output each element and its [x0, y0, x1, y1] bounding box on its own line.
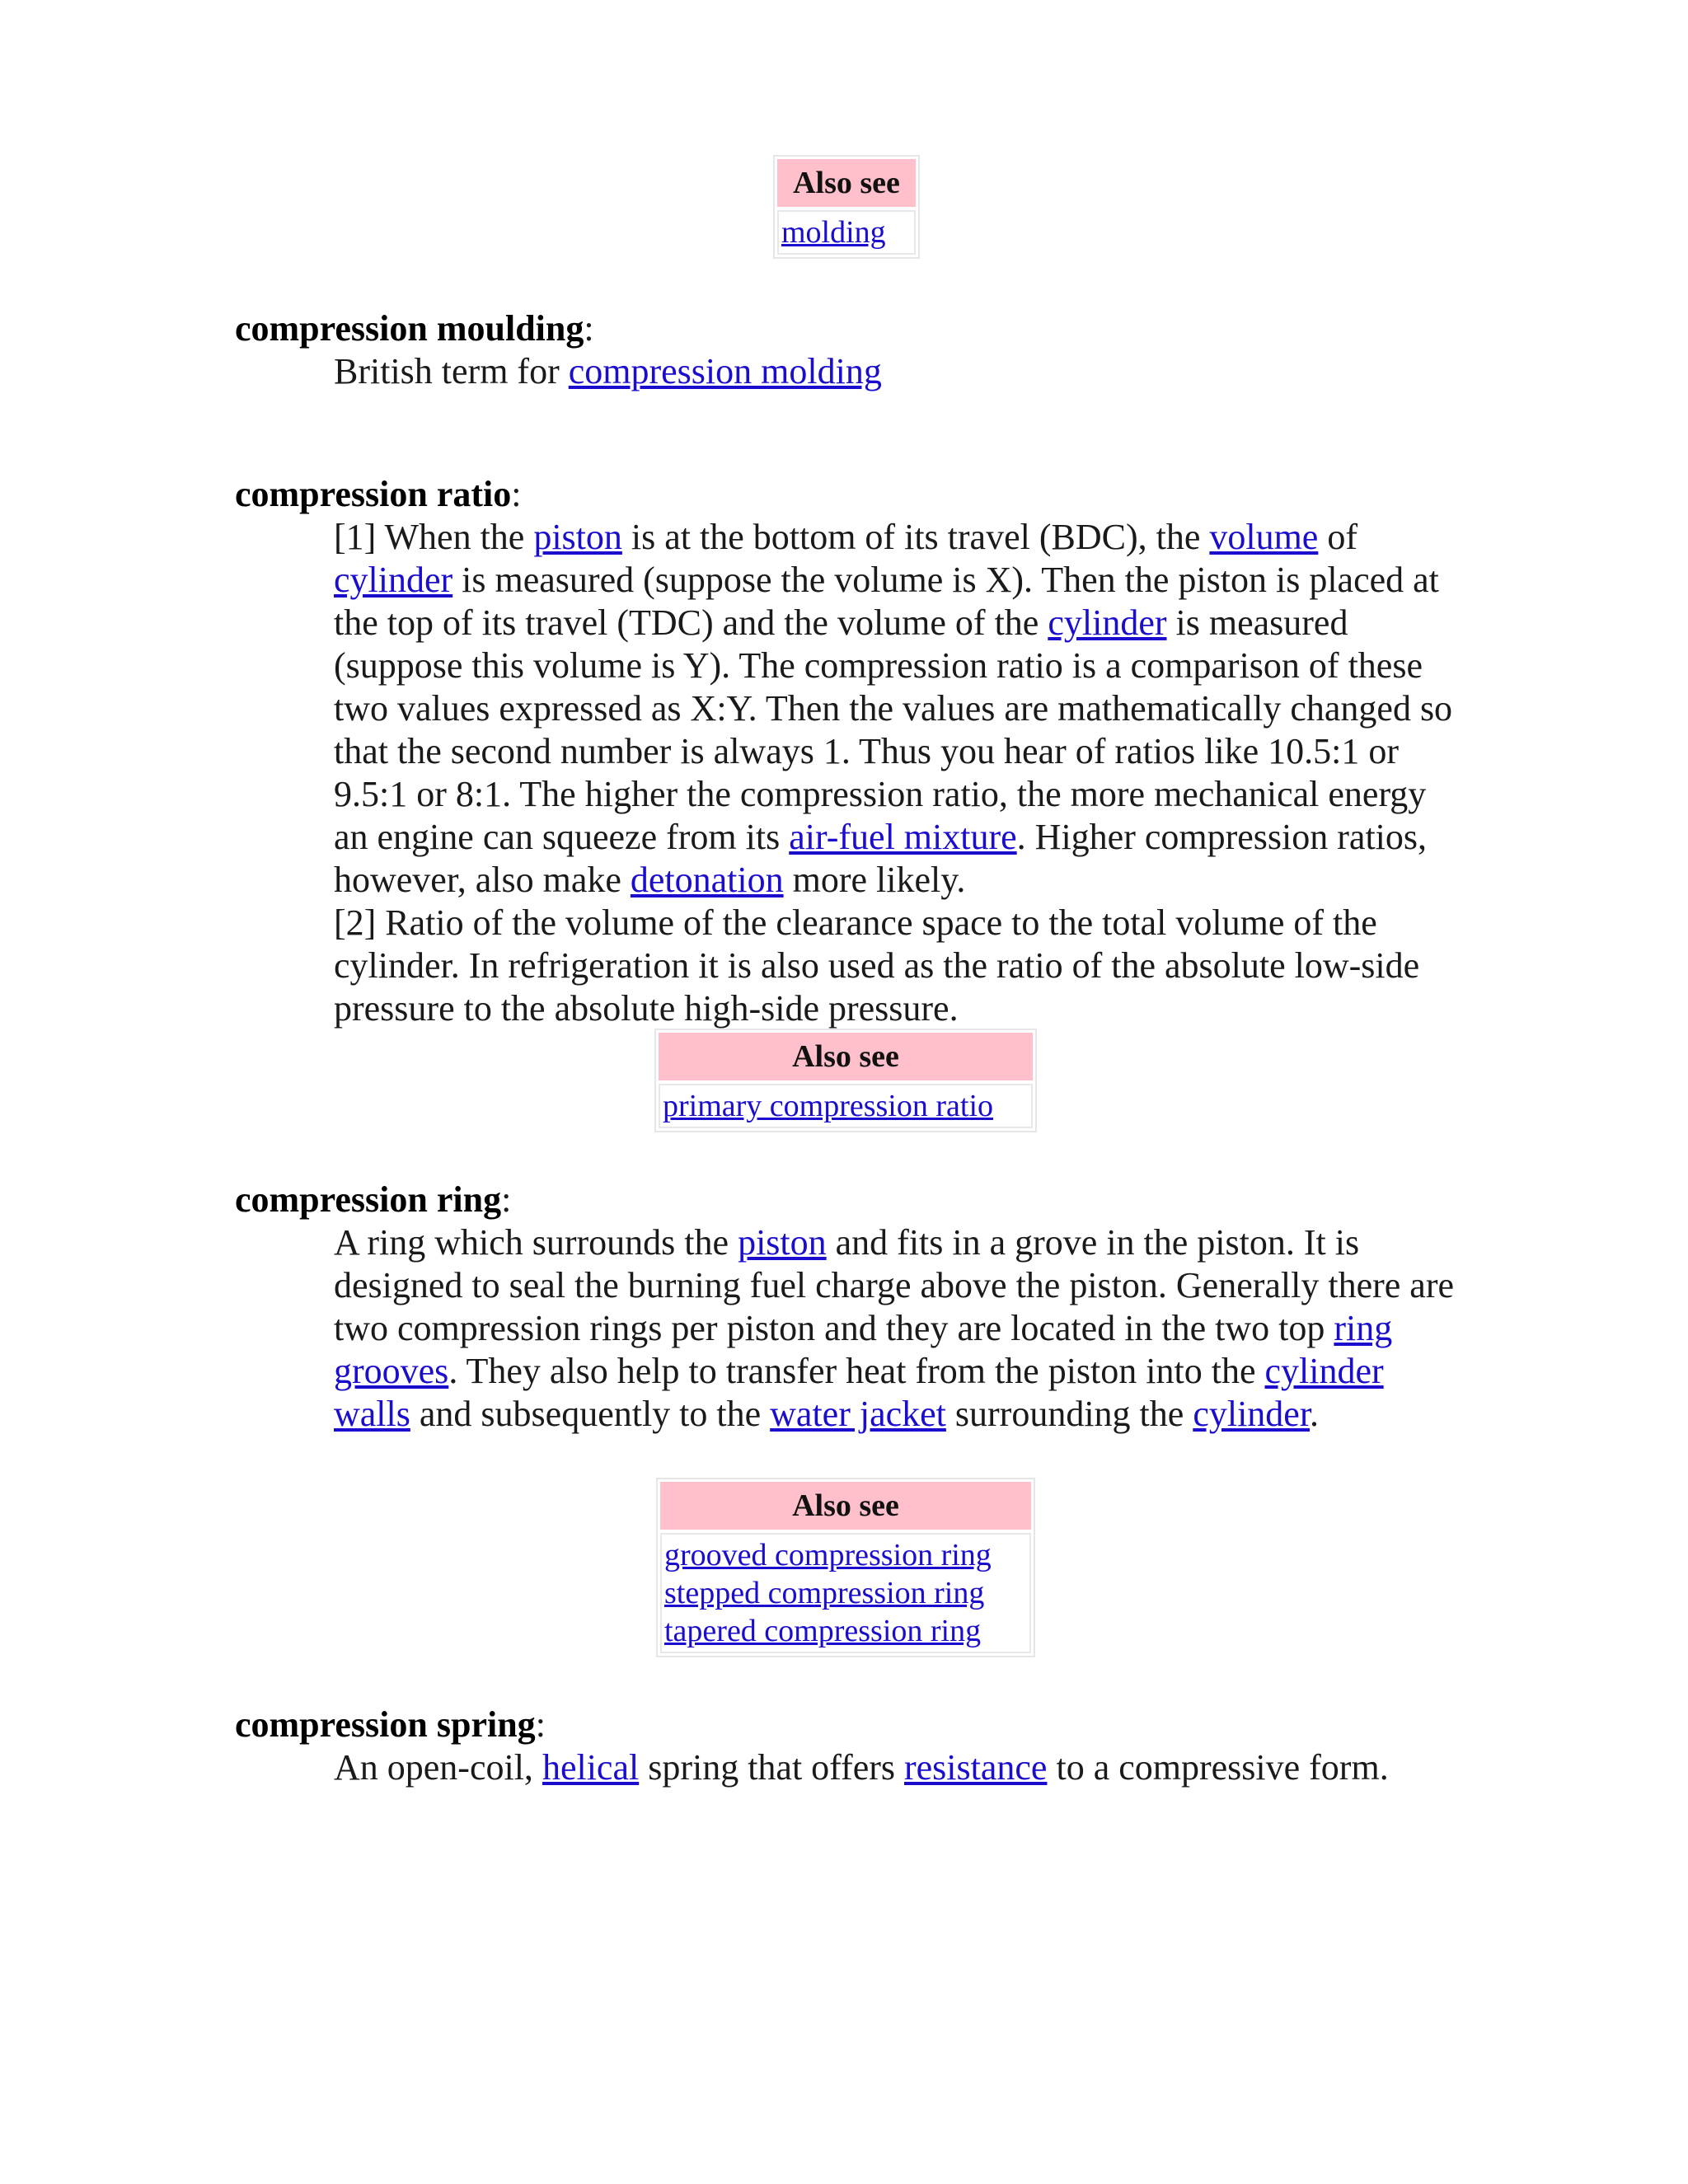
- see-link-grooved-compression-ring[interactable]: grooved compression ring: [664, 1538, 992, 1572]
- link-helical[interactable]: helical: [542, 1747, 640, 1788]
- link-resistance[interactable]: resistance: [904, 1747, 1048, 1788]
- def-text: A ring which surrounds the: [334, 1222, 738, 1263]
- link-cylinder[interactable]: cylinder: [1048, 602, 1167, 643]
- def-text: and subsequently to the: [410, 1394, 771, 1434]
- def-text: spring that offers: [639, 1747, 904, 1788]
- def-text: and fits in a grove in the piston. It is designed to seal the burning fuel charge above the piston. Generally there are two compression rings per piston and they are located in the two top: [334, 1222, 1455, 1348]
- def-text: more likely.: [783, 860, 966, 900]
- see-link-primary-compression-ratio[interactable]: primary compression ratio: [663, 1089, 994, 1123]
- term-heading: compression ring:: [235, 1179, 512, 1220]
- link-cylinder[interactable]: cylinder: [1193, 1394, 1311, 1434]
- term-title: compression ratio: [235, 474, 512, 514]
- see-link-tapered-compression-ring[interactable]: tapered compression ring: [664, 1614, 982, 1648]
- definition-2: [2] Ratio of the volume of the clearance space to the total volume of the cylinder. In refrigeration it is also used as the ratio of the absolute low-side pressure to the absolute high-side pressure.: [334, 902, 1420, 1029]
- entry-compression-spring: [235, 1704, 1455, 1789]
- def-text: . They also help to transfer heat from the piston into the: [448, 1351, 1265, 1391]
- also-see-list: [777, 210, 916, 255]
- also-see-box-molding: [773, 155, 920, 259]
- def-text: is measured (suppose this volume is Y). The compression ratio is a comparison of these two values expressed as X:Y. Then the values are mathematically changed so that the second number is always 1. Thus you hear of ratios like 10.5:1 or 9.5:1 or 8:1. The higher the compression ratio, the more mechanical energy an engine can squeeze from its: [334, 602, 1453, 857]
- def-text: British term for: [334, 351, 569, 391]
- entry-compression-ring: [235, 1179, 1455, 1436]
- link-detonation[interactable]: detonation: [630, 860, 784, 900]
- also-see-box-ring: [656, 1478, 1035, 1657]
- term-title: compression ring: [235, 1179, 502, 1220]
- def-text: to a compressive form.: [1047, 1747, 1389, 1788]
- def-text: is measured (suppose the volume is X). Then the piston is placed at the top of its travel (TDC) and the volume of the: [334, 560, 1439, 643]
- link-volume[interactable]: volume: [1209, 517, 1319, 557]
- def-text: is at the bottom of its travel (BDC), the: [621, 517, 1210, 557]
- def-text: [1] When the: [334, 517, 534, 557]
- link-ring-grooves[interactable]: ring grooves: [334, 1308, 1393, 1391]
- definition-1: [334, 516, 1455, 902]
- also-see-list: [660, 1533, 1031, 1653]
- also-see-heading: Also see: [777, 159, 916, 207]
- def-text: . Higher compression ratios, however, also make: [334, 817, 1428, 900]
- see-link-stepped-compression-ring[interactable]: stepped compression ring: [664, 1576, 985, 1610]
- def-text: of: [1318, 517, 1357, 557]
- def-text: surrounding the: [945, 1394, 1193, 1434]
- term-heading: compression spring:: [235, 1704, 546, 1745]
- term-heading: compression moulding:: [235, 308, 594, 349]
- entry-compression-moulding: [235, 307, 1455, 393]
- link-cylinder[interactable]: cylinder: [334, 560, 453, 600]
- also-see-heading: Also see: [660, 1482, 1031, 1530]
- see-link-molding[interactable]: molding: [781, 215, 886, 250]
- term-title: compression spring: [235, 1704, 536, 1745]
- link-compression-molding[interactable]: compression molding: [568, 351, 882, 391]
- definition: [334, 350, 1455, 393]
- entry-compression-ratio: [235, 473, 1455, 1030]
- link-piston[interactable]: piston: [533, 517, 622, 557]
- also-see-heading: Also see: [659, 1033, 1033, 1080]
- also-see-list: [659, 1084, 1033, 1128]
- link-air-fuel-mixture[interactable]: air-fuel mixture: [789, 817, 1017, 857]
- term-heading: compression ratio:: [235, 474, 522, 514]
- def-text: An open-coil,: [334, 1747, 542, 1788]
- link-piston[interactable]: piston: [738, 1222, 827, 1263]
- definition: [334, 1746, 1455, 1789]
- link-water-jacket[interactable]: water jacket: [770, 1394, 946, 1434]
- link-cylinder-walls[interactable]: cylinder walls: [334, 1351, 1384, 1434]
- also-see-box-ratio: [654, 1029, 1037, 1132]
- definition: [334, 1221, 1455, 1436]
- term-title: compression moulding: [235, 308, 584, 349]
- def-text: .: [1310, 1394, 1320, 1434]
